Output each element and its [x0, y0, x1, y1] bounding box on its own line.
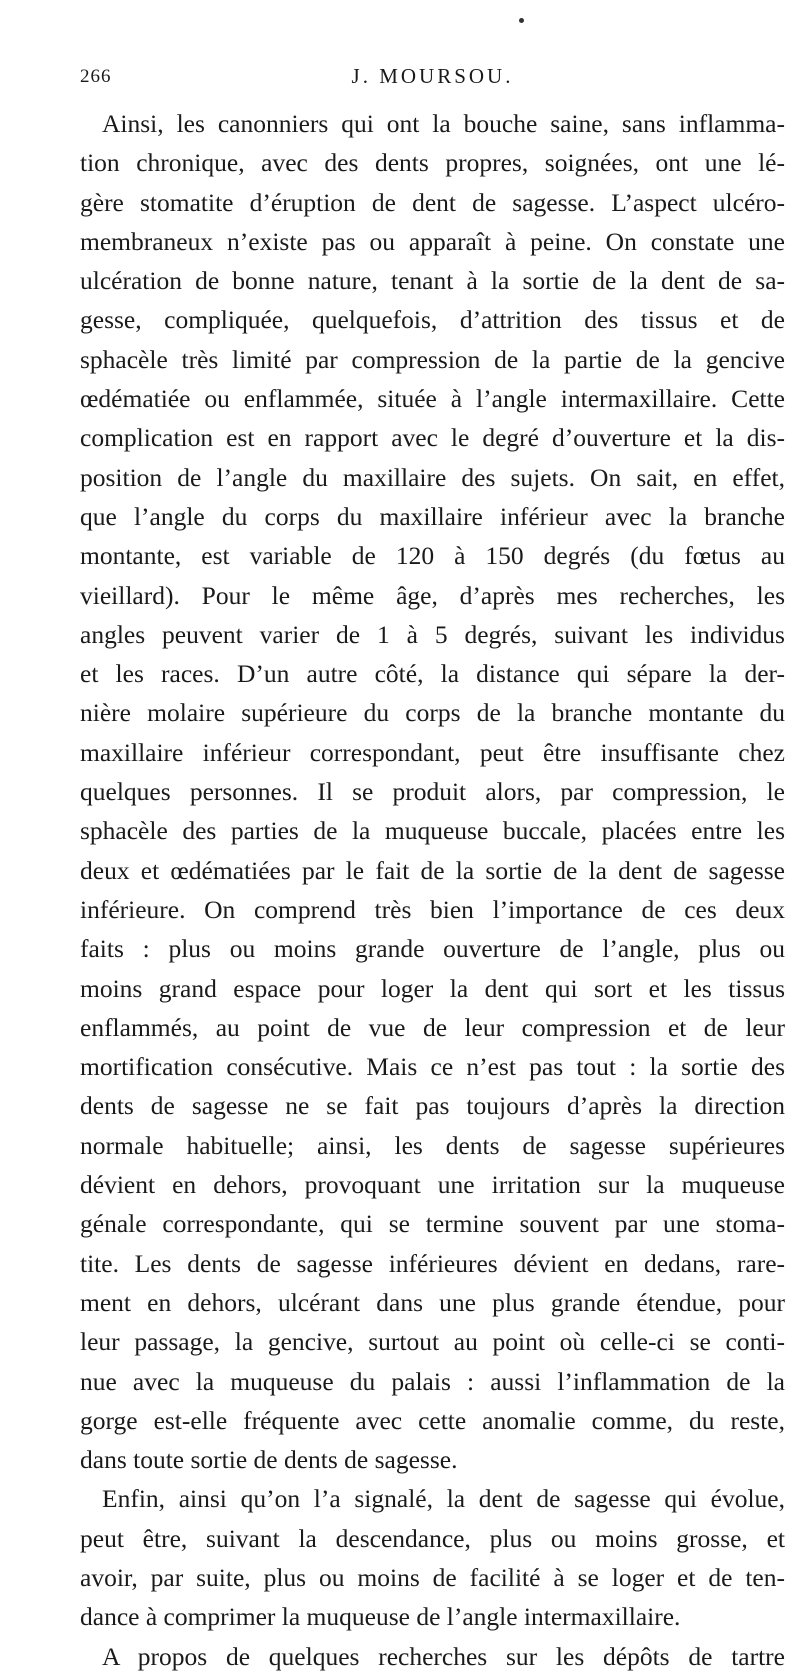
body-text	[80, 104, 785, 1676]
text-line: que l’angle du corps du maxillaire inférieur avec la branche	[80, 501, 785, 531]
text-line: et les races. D’un autre côté, la distance qui sépare la der-	[80, 659, 785, 689]
text-line: avoir, par suite, plus ou moins de facilité à se loger et de ten-	[80, 1562, 785, 1592]
text-line: œdématiée ou enflammée, située à l’angle intermaxillaire. Cette	[80, 384, 785, 414]
text-line: faits : plus ou moins grande ouverture de l’angle, plus ou	[80, 934, 785, 964]
text-line: ulcération de bonne nature, tenant à la sortie de la dent de sa-	[80, 266, 785, 296]
text-line: nue avec la muqueuse du palais : aussi l’inflammation de la	[80, 1366, 785, 1396]
text-line: membraneux n’existe pas ou apparaît à peine. On constate une	[80, 226, 785, 256]
text-line: vieillard). Pour le même âge, d’après mes recherches, les	[80, 580, 785, 610]
running-head-author: J. MOURSOU.	[351, 64, 514, 88]
text-line: mortification consécutive. Mais ce n’est pas tout : la sortie des	[80, 1052, 785, 1082]
text-line: dans toute sortie de dents de sagesse.	[80, 1445, 458, 1475]
text-line: dents de sagesse ne se fait pas toujours d’après la direction	[80, 1091, 785, 1121]
text-line: peut être, suivant la descendance, plus ou moins grosse, et	[80, 1523, 785, 1553]
text-line: génale correspondante, qui se termine souvent par une stoma-	[80, 1209, 785, 1239]
text-line: enflammés, au point de vue de leur compression et de leur	[80, 1012, 785, 1042]
text-line: leur passage, la gencive, surtout au point où celle-ci se conti-	[80, 1327, 785, 1357]
text-line: dévient en dehors, provoquant une irritation sur la muqueuse	[80, 1170, 785, 1200]
text-line: tite. Les dents de sagesse inférieures dévient en dedans, rare-	[80, 1248, 785, 1278]
text-line: nière molaire supérieure du corps de la branche montante du	[80, 698, 785, 728]
text-line: gère stomatite d’éruption de dent de sagesse. L’aspect ulcéro-	[80, 187, 785, 217]
running-head	[80, 60, 785, 100]
text-line: ment en dehors, ulcérant dans une plus grande étendue, pour	[80, 1287, 785, 1317]
text-line: sphacèle des parties de la muqueuse buccale, placées entre les	[80, 816, 785, 846]
text-line: quelques personnes. Il se produit alors, par compression, le	[80, 777, 785, 807]
page-number: 266	[80, 66, 112, 87]
text-line: montante, est variable de 120 à 150 degrés (du fœtus au	[80, 541, 785, 571]
text-line: maxillaire inférieur correspondant, peut être insuffisante chez	[80, 737, 785, 767]
text-line: inférieure. On comprend très bien l’importance de ces deux	[80, 894, 785, 924]
text-line: Enfin, ainsi qu’on l’a signalé, la dent de sagesse qui évolue,	[102, 1484, 785, 1514]
text-line: gorge est-elle fréquente avec cette anomalie comme, du reste,	[80, 1405, 785, 1435]
text-line: deux et œdématiées par le fait de la sortie de la dent de sagesse	[80, 855, 785, 885]
text-line: tion chronique, avec des dents propres, soignées, ont une lé-	[80, 148, 785, 178]
text-line: position de l’angle du maxillaire des sujets. On sait, en effet,	[80, 462, 785, 492]
ink-dot-mark	[519, 18, 524, 23]
text-line: dance à comprimer la muqueuse de l’angle intermaxillaire.	[80, 1602, 681, 1632]
text-line: moins grand espace pour loger la dent qui sort et les tissus	[80, 973, 785, 1003]
text-line: sphacèle très limité par compression de la partie de la gencive	[80, 344, 785, 374]
text-line: gesse, compliquée, quelquefois, d’attrition des tissus et de	[80, 305, 785, 335]
text-line: Ainsi, les canonniers qui ont la bouche saine, sans inflamma-	[102, 109, 785, 138]
text-line: angles peuvent varier de 1 à 5 degrés, suivant les individus	[80, 619, 785, 649]
text-line: normale habituelle; ainsi, les dents de sagesse supérieures	[80, 1130, 785, 1160]
text-line: complication est en rapport avec le degré d’ouverture et la dis-	[80, 423, 785, 453]
text-line: A propos de quelques recherches sur les dépôts de tartre	[102, 1641, 785, 1671]
